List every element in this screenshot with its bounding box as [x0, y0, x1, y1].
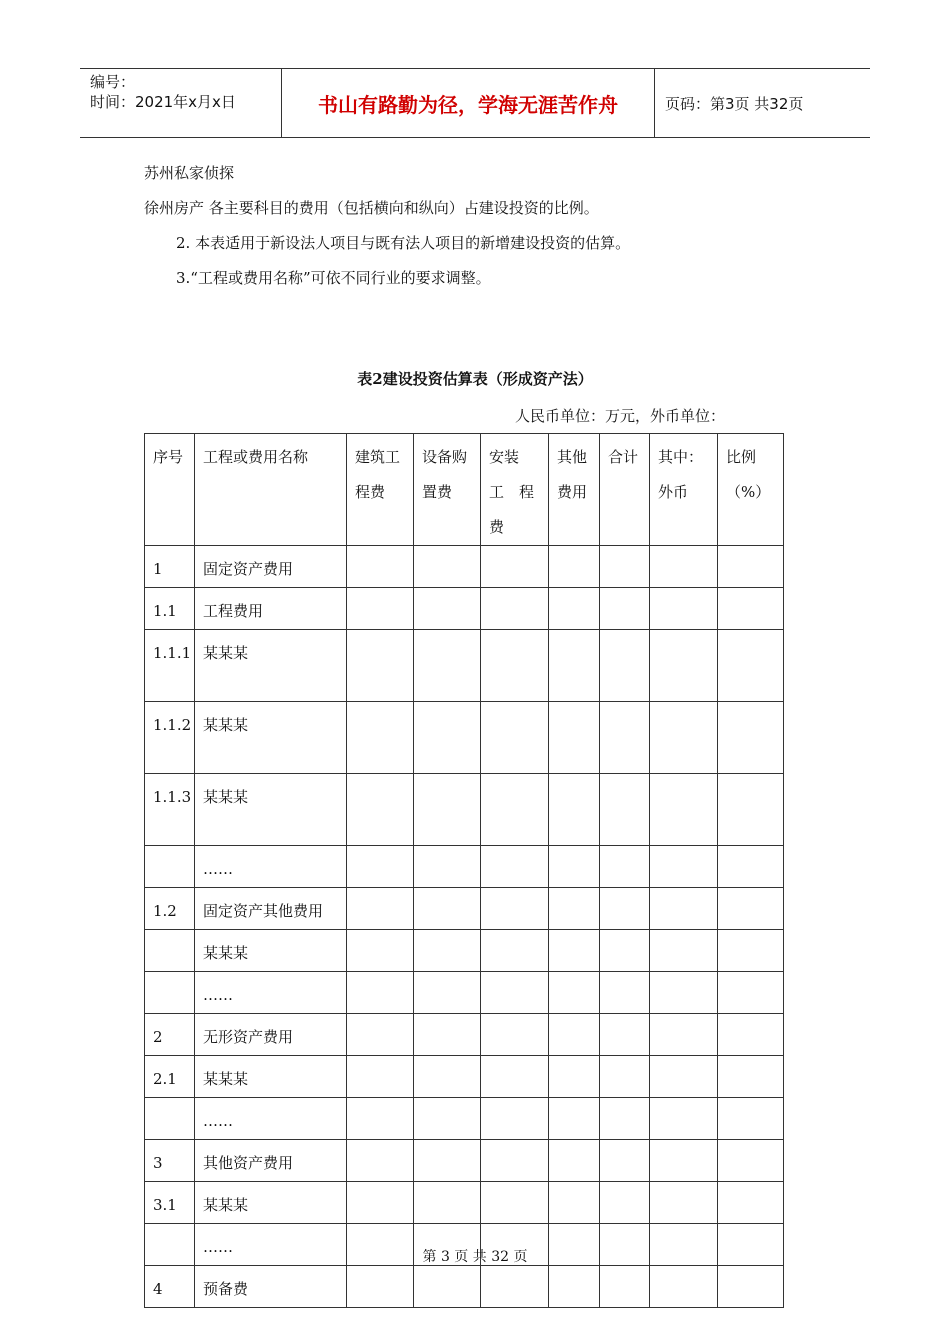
row-value-cell — [481, 630, 549, 702]
row-value-cell — [414, 774, 481, 846]
row-name-cell: 某某某 — [195, 702, 347, 774]
row-value-cell — [600, 1182, 650, 1224]
header-cell-installation: 安装 工 程费 — [481, 434, 549, 546]
table-row — [145, 1182, 784, 1224]
header-motto: 书山有路勤为径，学海无涯苦作舟 — [282, 69, 655, 137]
row-value-cell — [549, 630, 600, 702]
table-row — [145, 546, 784, 588]
row-number-cell: 2 — [145, 1014, 195, 1056]
row-value-cell — [549, 1098, 600, 1140]
table-row — [145, 630, 784, 702]
row-value-cell — [600, 702, 650, 774]
row-value-cell — [718, 1182, 784, 1224]
row-value-cell — [414, 888, 481, 930]
header-cell-other: 其他费用 — [549, 434, 600, 546]
row-number-cell: 1.1.3 — [145, 774, 195, 846]
document-time-label: 时间：2021年x月x日 — [90, 93, 236, 111]
row-name-cell: 某某某 — [195, 1182, 347, 1224]
table-row — [145, 588, 784, 630]
row-value-cell — [650, 972, 718, 1014]
row-value-cell — [650, 1098, 718, 1140]
row-value-cell — [414, 972, 481, 1014]
row-value-cell — [347, 1266, 414, 1308]
row-value-cell — [600, 546, 650, 588]
table-row — [145, 774, 784, 846]
row-value-cell — [650, 774, 718, 846]
row-value-cell — [414, 1266, 481, 1308]
row-value-cell — [414, 846, 481, 888]
table-header-row — [145, 434, 784, 546]
row-value-cell — [718, 930, 784, 972]
row-number-cell: 1.1.2 — [145, 702, 195, 774]
row-value-cell — [718, 972, 784, 1014]
row-value-cell — [414, 1056, 481, 1098]
row-value-cell — [650, 702, 718, 774]
row-name-cell: 预备费 — [195, 1266, 347, 1308]
header-cell-name: 工程或费用名称 — [195, 434, 347, 546]
row-number-cell: 4 — [145, 1266, 195, 1308]
row-value-cell — [718, 888, 784, 930]
row-number-cell: 1.1.1 — [145, 630, 195, 702]
investment-estimate-table — [144, 433, 784, 1308]
row-number-cell — [145, 930, 195, 972]
row-value-cell — [414, 630, 481, 702]
header-meta — [80, 69, 282, 137]
row-value-cell — [481, 1140, 549, 1182]
row-value-cell — [600, 1014, 650, 1056]
table-row — [145, 702, 784, 774]
row-value-cell — [600, 1266, 650, 1308]
row-value-cell — [650, 1182, 718, 1224]
row-value-cell — [414, 546, 481, 588]
row-number-cell: 1.2 — [145, 888, 195, 930]
row-value-cell — [549, 888, 600, 930]
row-value-cell — [650, 888, 718, 930]
row-name-cell: 固定资产其他费用 — [195, 888, 347, 930]
row-value-cell — [650, 630, 718, 702]
row-value-cell — [549, 546, 600, 588]
row-value-cell — [414, 702, 481, 774]
table-row — [145, 1140, 784, 1182]
row-value-cell — [481, 774, 549, 846]
row-name-cell: 某某某 — [195, 630, 347, 702]
row-value-cell — [549, 1182, 600, 1224]
row-value-cell — [650, 1266, 718, 1308]
row-name-cell: 固定资产费用 — [195, 546, 347, 588]
row-value-cell — [718, 1014, 784, 1056]
row-name-cell: …… — [195, 1098, 347, 1140]
table-row — [145, 930, 784, 972]
row-value-cell — [600, 1056, 650, 1098]
row-value-cell — [600, 630, 650, 702]
row-value-cell — [600, 846, 650, 888]
row-value-cell — [481, 972, 549, 1014]
row-name-cell: …… — [195, 1224, 347, 1266]
row-value-cell — [600, 972, 650, 1014]
row-value-cell — [347, 888, 414, 930]
row-value-cell — [549, 702, 600, 774]
row-value-cell — [549, 1014, 600, 1056]
page-header — [80, 68, 870, 138]
row-value-cell — [549, 774, 600, 846]
unit-note: 人民币单位：万元，外币单位： — [515, 407, 726, 425]
table-row — [145, 1098, 784, 1140]
row-name-cell: 其他资产费用 — [195, 1140, 347, 1182]
row-number-cell — [145, 1098, 195, 1140]
row-value-cell — [718, 702, 784, 774]
row-value-cell — [600, 1140, 650, 1182]
page-footer: 第 3 页 共 32 页 — [422, 1249, 528, 1265]
table-row — [145, 888, 784, 930]
row-value-cell — [549, 1056, 600, 1098]
row-value-cell — [549, 1266, 600, 1308]
row-name-cell: 工程费用 — [195, 588, 347, 630]
row-value-cell — [718, 1098, 784, 1140]
header-cell-equipment: 设备购置费 — [414, 434, 481, 546]
row-value-cell — [650, 846, 718, 888]
document-number-label: 编号： — [90, 73, 136, 91]
row-value-cell — [650, 546, 718, 588]
header-cell-ratio: 比例（%） — [718, 434, 784, 546]
row-value-cell — [718, 588, 784, 630]
row-value-cell — [481, 888, 549, 930]
row-value-cell — [481, 1098, 549, 1140]
row-value-cell — [347, 846, 414, 888]
header-cell-construction: 建筑工程费 — [347, 434, 414, 546]
table-row — [145, 846, 784, 888]
row-value-cell — [718, 630, 784, 702]
row-value-cell — [549, 930, 600, 972]
row-value-cell — [347, 1098, 414, 1140]
row-value-cell — [549, 972, 600, 1014]
header-cell-foreign: 其中：外币 — [650, 434, 718, 546]
row-value-cell — [549, 846, 600, 888]
row-value-cell — [414, 1140, 481, 1182]
row-value-cell — [481, 930, 549, 972]
table-row — [145, 1014, 784, 1056]
table-row — [145, 972, 784, 1014]
row-value-cell — [650, 1014, 718, 1056]
paragraph-1: 苏州私家侦探 — [144, 164, 235, 182]
row-name-cell: 某某某 — [195, 1056, 347, 1098]
row-value-cell — [718, 1266, 784, 1308]
row-value-cell — [650, 588, 718, 630]
row-value-cell — [347, 630, 414, 702]
row-value-cell — [481, 588, 549, 630]
row-number-cell: 1.1 — [145, 588, 195, 630]
row-value-cell — [549, 588, 600, 630]
row-value-cell — [414, 930, 481, 972]
row-name-cell: 某某某 — [195, 774, 347, 846]
row-value-cell — [414, 1098, 481, 1140]
row-value-cell — [650, 1056, 718, 1098]
row-value-cell — [650, 1140, 718, 1182]
row-value-cell — [414, 1182, 481, 1224]
row-name-cell: 无形资产费用 — [195, 1014, 347, 1056]
header-page-info: 页码：第3页 共32页 — [665, 94, 804, 113]
row-value-cell — [718, 1140, 784, 1182]
row-value-cell — [347, 702, 414, 774]
row-number-cell — [145, 846, 195, 888]
row-value-cell — [481, 846, 549, 888]
row-value-cell — [347, 1014, 414, 1056]
row-value-cell — [600, 1098, 650, 1140]
row-number-cell: 2.1 — [145, 1056, 195, 1098]
row-name-cell: …… — [195, 972, 347, 1014]
row-value-cell — [481, 1182, 549, 1224]
row-value-cell — [481, 1014, 549, 1056]
row-value-cell — [347, 1056, 414, 1098]
header-cell-total: 合计 — [600, 434, 650, 546]
row-value-cell — [718, 1056, 784, 1098]
row-value-cell — [347, 1182, 414, 1224]
row-value-cell — [347, 930, 414, 972]
row-name-cell: 某某某 — [195, 930, 347, 972]
paragraph-2: 徐州房产 各主要科目的费用（包括横向和纵向）占建设投资的比例。 — [144, 199, 599, 217]
row-number-cell: 3 — [145, 1140, 195, 1182]
row-value-cell — [347, 546, 414, 588]
row-value-cell — [718, 774, 784, 846]
row-value-cell — [481, 702, 549, 774]
row-value-cell — [650, 930, 718, 972]
paragraph-4: 3.“工程或费用名称”可依不同行业的要求调整。 — [176, 269, 491, 287]
row-number-cell: 1 — [145, 546, 195, 588]
row-value-cell — [347, 588, 414, 630]
row-value-cell — [481, 1056, 549, 1098]
row-value-cell — [481, 546, 549, 588]
row-value-cell — [347, 1140, 414, 1182]
table-row — [145, 1056, 784, 1098]
row-value-cell — [481, 1266, 549, 1308]
row-value-cell — [414, 1014, 481, 1056]
row-value-cell — [718, 846, 784, 888]
row-value-cell — [600, 774, 650, 846]
table-row — [145, 1266, 784, 1308]
row-value-cell — [600, 888, 650, 930]
row-name-cell: …… — [195, 846, 347, 888]
row-value-cell — [718, 546, 784, 588]
row-value-cell — [347, 972, 414, 1014]
row-value-cell — [600, 930, 650, 972]
header-cell-no: 序号 — [145, 434, 195, 546]
row-number-cell — [145, 972, 195, 1014]
row-value-cell — [600, 588, 650, 630]
row-value-cell — [347, 774, 414, 846]
row-value-cell — [414, 588, 481, 630]
paragraph-3: 2. 本表适用于新设法人项目与既有法人项目的新增建设投资的估算。 — [176, 234, 631, 252]
row-number-cell: 3.1 — [145, 1182, 195, 1224]
row-value-cell — [549, 1140, 600, 1182]
table-title: 表2建设投资估算表（形成资产法） — [357, 370, 593, 388]
